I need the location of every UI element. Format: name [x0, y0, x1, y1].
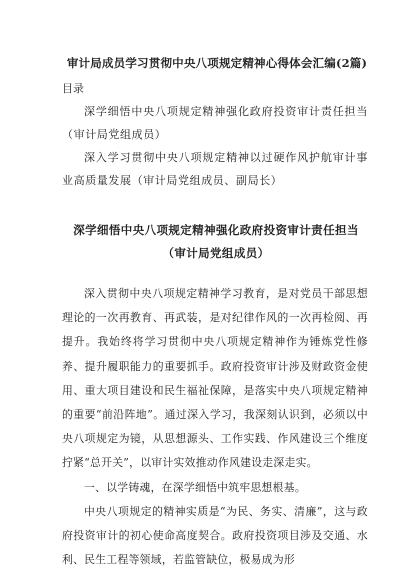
section-subtitle: （审计局党组成员） [162, 246, 270, 260]
table-of-contents [62, 100, 368, 192]
toc-heading: 目录 [62, 82, 84, 95]
document-title: 审计局成员学习贯彻中央八项规定精神心得体会汇编(2篇) [66, 56, 368, 70]
toc-item[interactable]: 深学细悟中央八项规定精神强化政府投资审计责任担当（审计局党组成员） [62, 105, 368, 141]
paragraph: 深入贯彻中央八项规定精神学习教育，是对党员干部思想理论的一次再教育、再武装，是对纪律作风的一次再检阅、再提升。我始终将学习贯彻中央八项规定精神作为锤炼党性修养、提升履职能力的重要抓手。政府投资审计涉及财政资金使用、重大项目建设和民生福祉保障，是落实中央八项规定精神的重要“前沿阵地”。通过深入学习，我深刻认识到，必须以中央八项规定为镜，从思想源头、工作实践、作风建设三个维度拧紧“总开关”，以审计实效推动作风建设走深走实。 [62, 287, 368, 470]
paragraph: 中央八项规定的精神实质是“为民、务实、清廉”，这与政府投资审计的初心使命高度契合。政府投资项目涉及交通、水利、民生工程等领域，若监管缺位，极易成为形 [62, 504, 368, 567]
paragraph-heading: 一、以学铸魂，在深学细悟中筑牢思想根基。 [84, 480, 306, 494]
body-text [62, 282, 368, 572]
toc-item[interactable]: 深入学习贯彻中央八项规定精神以过硬作风护航审计事业高质量发展（审计局党组成员、副局长） [62, 151, 368, 187]
section-title: 深学细悟中央八项规定精神强化政府投资审计责任担当 [73, 223, 359, 237]
